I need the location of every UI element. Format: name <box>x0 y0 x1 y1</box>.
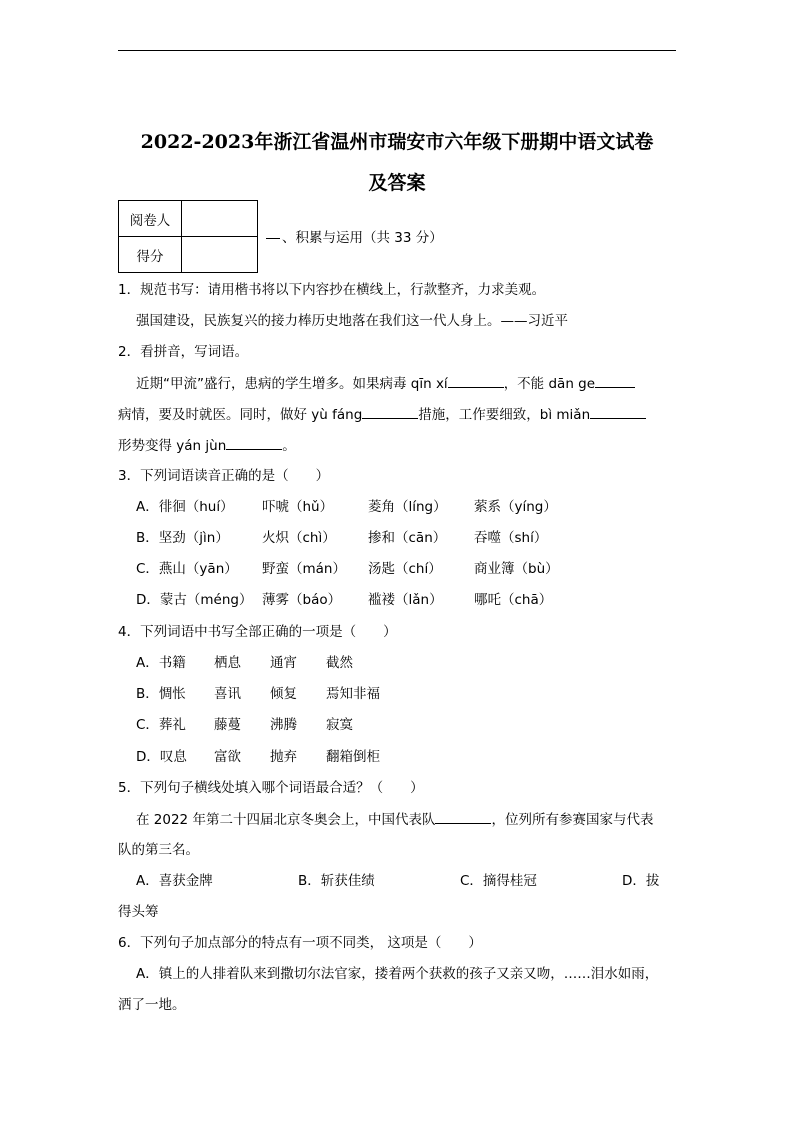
q3-option-a-item: 萦系（yíng） <box>474 499 557 515</box>
q2-text: 措施，工作要细致，bì miǎn <box>418 407 591 423</box>
reviewer-label: 阅卷人 <box>119 201 182 237</box>
q1-stem: 1．规范书写：请用楷书将以下内容抄在横线上，行款整齐，力求美观。 <box>118 282 546 298</box>
q2-text: 形势变得 yán jùn <box>118 438 227 454</box>
q4-option-b-item: 焉知非福 <box>326 686 380 702</box>
answer-blank[interactable] <box>362 404 418 419</box>
q4-option-b-item: B．惆怅 <box>136 686 186 702</box>
q3-option-a-item: 菱角（líng） <box>368 499 447 515</box>
q4-option-a-item: 截然 <box>326 655 353 671</box>
answer-blank[interactable] <box>595 373 635 388</box>
q4-stem: 4．下列词语中书写全部正确的一项是（ ） <box>118 624 397 640</box>
q3-option-c-item: 汤匙（chí） <box>368 561 442 577</box>
q6-option-a-cont: 洒了一地。 <box>118 997 186 1013</box>
header-rule <box>118 50 676 51</box>
q3-option-d-item: 哪吒（chā） <box>474 592 553 608</box>
q5-option-a: A．喜获金牌 <box>136 873 213 889</box>
score-label: 得分 <box>119 237 182 273</box>
q3-option-b-item: B．坚劲（jìn） <box>136 530 229 546</box>
q5-stem: 5．下列句子横线处填入哪个词语最合适？（ ） <box>118 780 424 796</box>
answer-blank[interactable] <box>448 373 504 388</box>
q2-text: 。 <box>282 438 296 454</box>
q5-option-d: D．拔 <box>622 873 660 889</box>
answer-blank[interactable] <box>226 435 282 450</box>
q5-text: ，位列所有参赛国家与代表 <box>491 812 654 828</box>
q2-line2 <box>118 404 646 424</box>
q4-option-a-item: A．书籍 <box>136 655 186 671</box>
q3-option-b-item: 吞噬（shí） <box>474 530 548 546</box>
q5-line1 <box>136 809 653 829</box>
answer-blank[interactable] <box>590 404 646 419</box>
q4-option-c-item: 寂寞 <box>326 717 353 733</box>
q2-text: 病情，要及时就医。同时，做好 yù fáng <box>118 407 363 423</box>
q3-option-a-item: 吓唬（hǔ） <box>262 499 334 515</box>
document-title-cont: 及答案 <box>368 172 426 194</box>
q5-line2: 队的第三名。 <box>118 842 199 858</box>
q2-text: 近期“甲流”盛行，患病的学生增多。如果病毒 qīn xí <box>136 376 448 392</box>
q5-option-d-wrap: 得头筹 <box>118 904 159 920</box>
q4-option-b-item: 喜讯 <box>214 686 241 702</box>
q3-option-c-item: 商业簿（bù） <box>474 561 559 577</box>
q2-line3 <box>118 435 296 455</box>
q4-option-d-item: D．叹息 <box>136 749 187 765</box>
q5-text: 在 2022 年第二十四届北京冬奥会上，中国代表队 <box>136 812 436 828</box>
q6-option-a: A．镇上的人排着队来到撒切尔法官家，搂着两个获救的孩子又亲又吻，……泪水如雨， <box>136 966 659 982</box>
q4-option-c-item: 藤蔓 <box>214 717 241 733</box>
q2-stem: 2．看拼音，写词语。 <box>118 344 249 360</box>
q3-option-c-item: C．燕山（yān） <box>136 561 238 577</box>
q3-option-b-item: 火炽（chì） <box>262 530 336 546</box>
q3-option-b-item: 掺和（cān） <box>368 530 447 546</box>
q5-option-c: C．摘得桂冠 <box>460 873 537 889</box>
section-heading-text: 、积累与运用（共 33 分） <box>282 230 443 246</box>
answer-blank[interactable] <box>435 809 491 824</box>
q3-option-d-item: 薄雾（báo） <box>262 592 342 608</box>
q3-stem: 3．下列词语读音正确的是（ ） <box>118 468 330 484</box>
q4-option-b-item: 倾复 <box>270 686 297 702</box>
q4-option-d-item: 富欲 <box>214 749 241 765</box>
q3-option-d-item: D．蒙古（méng） <box>136 592 253 608</box>
q5-option-b: B．斩获佳绩 <box>298 873 375 889</box>
q4-option-d-item: 翻箱倒柜 <box>326 749 380 765</box>
q4-option-a-item: 栖息 <box>214 655 241 671</box>
q4-option-a-item: 通宵 <box>270 655 297 671</box>
q3-option-a-item: A．徘徊（huí） <box>136 499 234 515</box>
q1-text: 强国建设，民族复兴的接力棒历史地落在我们这一代人身上。——习近平 <box>136 313 568 329</box>
q3-option-c-item: 野蛮（mán） <box>262 561 346 577</box>
q3-option-d-item: 褴褛（lǎn） <box>368 592 443 608</box>
q4-option-c-item: 沸腾 <box>270 717 297 733</box>
q4-option-d-item: 抛弃 <box>270 749 297 765</box>
section-heading <box>266 226 443 246</box>
q2-line1 <box>136 373 635 393</box>
q6-stem: 6．下列句子加点部分的特点有一项不同类， 这项是（ ） <box>118 935 482 951</box>
score-cell <box>182 237 258 273</box>
q2-text: ，不能 dān ge <box>503 376 596 392</box>
score-table <box>118 200 258 273</box>
document-title: 2022-2023年浙江省温州市瑞安市六年级下册期中语文试卷 <box>140 131 654 153</box>
reviewer-cell <box>182 201 258 237</box>
q4-option-c-item: C．葬礼 <box>136 717 186 733</box>
